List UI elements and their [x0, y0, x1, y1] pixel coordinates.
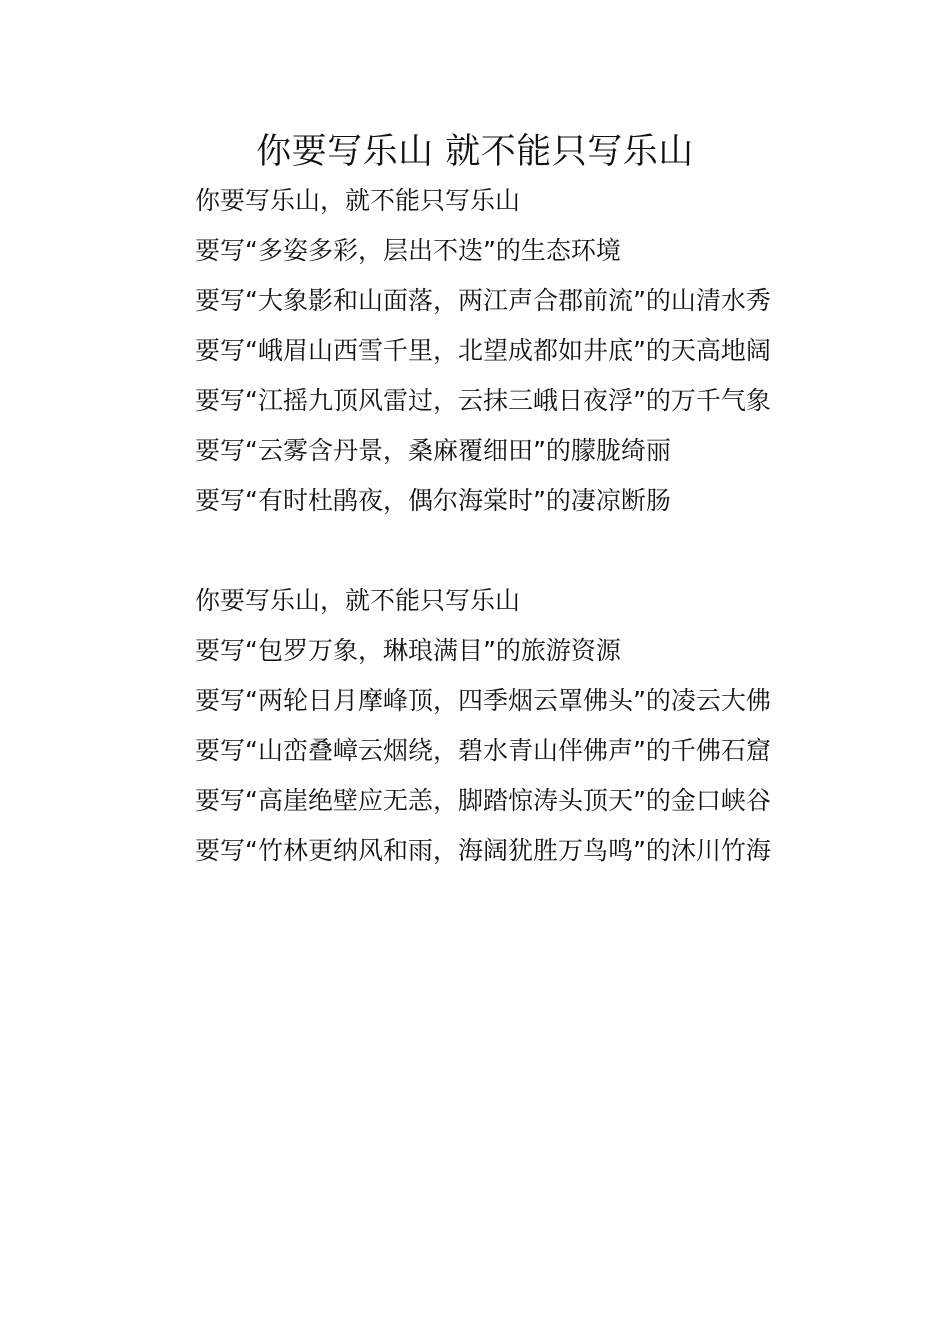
paragraph: 要写“竹林更纳风和雨，海阔犹胜万鸟鸣”的沐川竹海: [195, 836, 771, 865]
section-spacer: [143, 526, 813, 576]
document-body: [143, 176, 813, 876]
document-title: 你要写乐山 就不能只写乐山: [256, 132, 694, 172]
paragraph: 要写“云雾含丹景，桑麻覆细田”的朦胧绮丽: [195, 436, 671, 465]
paragraph: 要写“大象影和山面落，两江声合郡前流”的山清水秀: [195, 286, 771, 315]
paragraph: 要写“多姿多彩，层出不迭”的生态环境: [195, 236, 621, 265]
paragraph: 要写“包罗万象，琳琅满目”的旅游资源: [195, 636, 621, 665]
paragraph: 要写“有时杜鹃夜，偶尔海棠时”的凄凉断肠: [195, 486, 671, 515]
paragraph: 你要写乐山，就不能只写乐山: [195, 586, 521, 615]
paragraph: 你要写乐山，就不能只写乐山: [195, 186, 521, 215]
paragraph: 要写“高崖绝壁应无恙，脚踏惊涛头顶天”的金口峡谷: [195, 786, 771, 815]
paragraph: 要写“江摇九顶风雷过，云抹三峨日夜浮”的万千气象: [195, 386, 771, 415]
paragraph: 要写“山峦叠嶂云烟绕，碧水青山伴佛声”的千佛石窟: [195, 736, 771, 765]
paragraph: 要写“峨眉山西雪千里，北望成都如井底”的天高地阔: [195, 336, 771, 365]
paragraph: 要写“两轮日月摩峰顶，四季烟云罩佛头”的凌云大佛: [195, 686, 771, 715]
